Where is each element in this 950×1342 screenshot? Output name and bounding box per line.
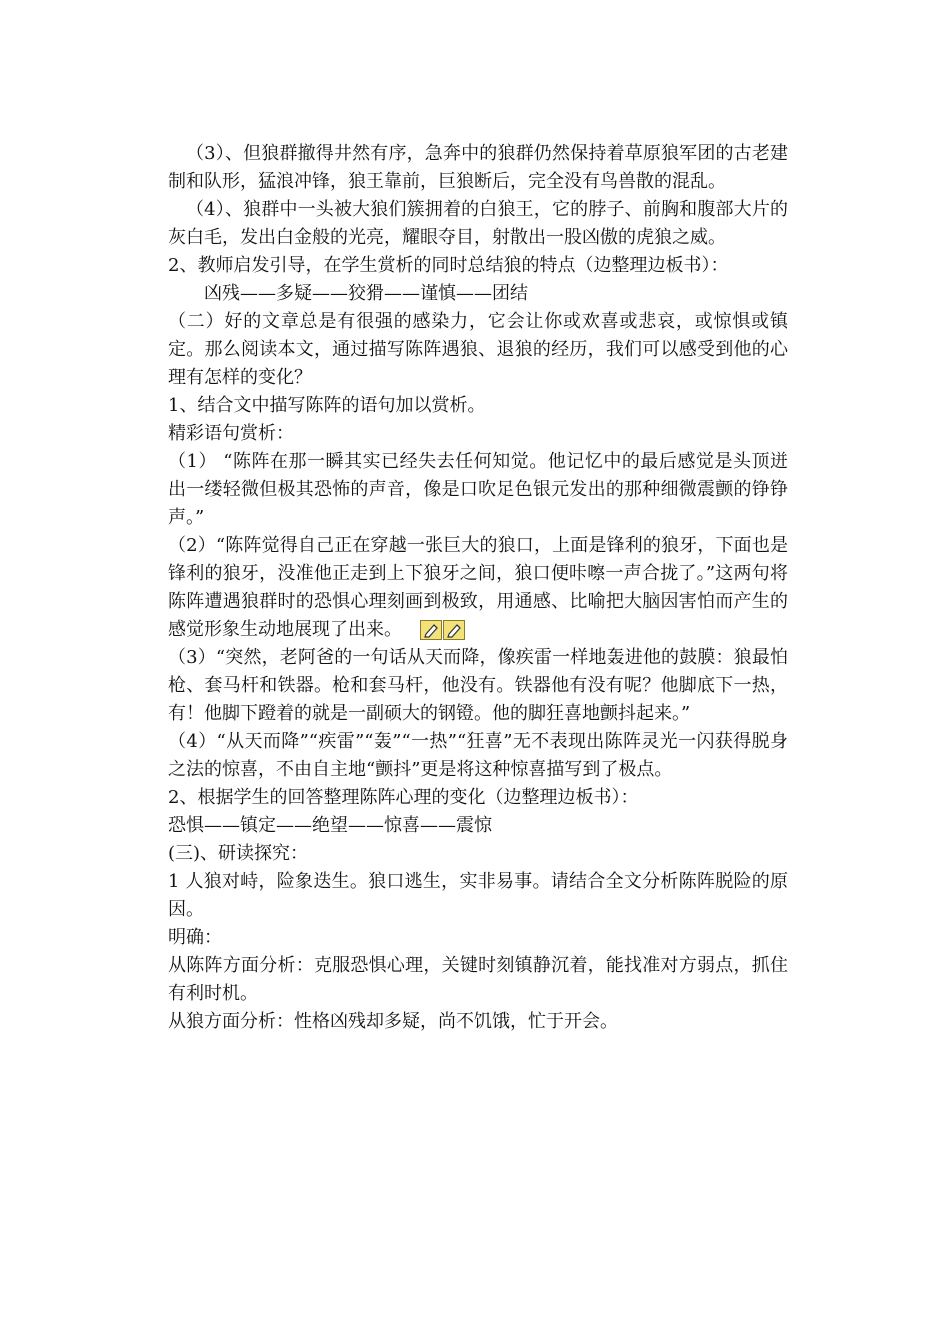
research-question: 1 人狼对峙，险象迭生。狼口逃生，实非易事。请结合全文分析陈阵脱险的原因。 — [168, 871, 788, 920]
quote-3: （3）“突然，老阿爸的一句话从天而降，像疾雷一样地轰进他的鼓膜：狼最怕枪、套马杆和铁器。枪和套马杆，他没有。铁器他有没有呢？他脚底下一热，有！他脚下蹬着的就是一副硕大的钢镫。他的脚狂喜地颤抖起来。” — [168, 647, 788, 724]
paragraph-4-white-wolf-king: （4）、狼群中一头被大狼们簇拥着的白狼王，它的脖子、前胸和腹部大片的灰白毛，发出白金般的光亮，耀眼夺目，射散出一股凶傲的虎狼之威。 — [168, 199, 788, 248]
psych-change-board: 恐惧——镇定——绝望——惊喜——震惊 — [168, 815, 492, 836]
wolf-traits-board: 凶残——多疑——狡猾——谨慎——团结 — [204, 283, 528, 304]
quote-2-text: （2）“陈阵觉得自己正在穿越一张巨大的狼口，上面是锋利的狼牙，下面也是锋利的狼牙，没准他正走到上下狼牙之间，狼口便咔嚓一声合拢了。”这两句将陈阵遭遇狼群时的恐惧心理刻画到极致，用通感、比喻把大脑因害怕而产生的感觉形象生动地展现了出来。 — [168, 535, 788, 640]
paragraph-3-wolf-retreat: （3）、但狼群撤得井然有序，急奔中的狼群仍然保持着草原狼军团的古老建制和队形，猛浪冲锋，狼王靠前，巨狼断后，完全没有鸟兽散的混乱。 — [168, 143, 788, 192]
inline-icon-group — [420, 616, 466, 644]
quote-4-analysis: （4）“从天而降”“疾雷”“轰”“一热”“狂喜”无不表现出陈阵灵光一闪获得脱身之法的惊喜，不由自主地“颤抖”更是将这种惊喜描写到了极点。 — [168, 731, 788, 780]
pencil-note-icon — [420, 620, 442, 640]
analysis-chenzhen: 从陈阵方面分析：克服恐惧心理，关键时刻镇静沉着，能找准对方弱点，抓住有利时机。 — [168, 955, 788, 1004]
document-body — [168, 140, 788, 1036]
quote-2 — [168, 532, 788, 644]
quote-1: （1） “陈阵在那一瞬其实已经失去任何知觉。他记忆中的最后感觉是头顶迸出一缕轻微但极其恐怖的声音，像是口吹足色银元发出的那种细微震颤的铮铮声。” — [168, 451, 788, 528]
analysis-wolf: 从狼方面分析：性格凶残却多疑，尚不饥饿，忙于开会。 — [168, 1011, 618, 1032]
pencil-note-icon — [443, 620, 465, 640]
clarify-label: 明确： — [168, 927, 222, 948]
instruction-analyze: 1、结合文中描写陈阵的语句加以赏析。 — [168, 395, 486, 416]
paragraph-teacher-guide-wolf: 2、教师启发引导，在学生赏析的同时总结狼的特点（边整理边板书）： — [168, 255, 729, 276]
highlight-sentences-heading: 精彩语句赏析： — [168, 423, 294, 444]
paragraph-psych-change: 2、根据学生的回答整理陈阵心理的变化（边整理边板书）： — [168, 787, 639, 808]
section-two-intro: （二）好的文章总是有很强的感染力，它会让你或欢喜或悲哀，或惊惧或镇定。那么阅读本文，通过描写陈阵遇狼、退狼的经历，我们可以感受到他的心理有怎样的变化？ — [168, 311, 788, 388]
section-three-heading: (三)、研读探究： — [168, 843, 309, 864]
